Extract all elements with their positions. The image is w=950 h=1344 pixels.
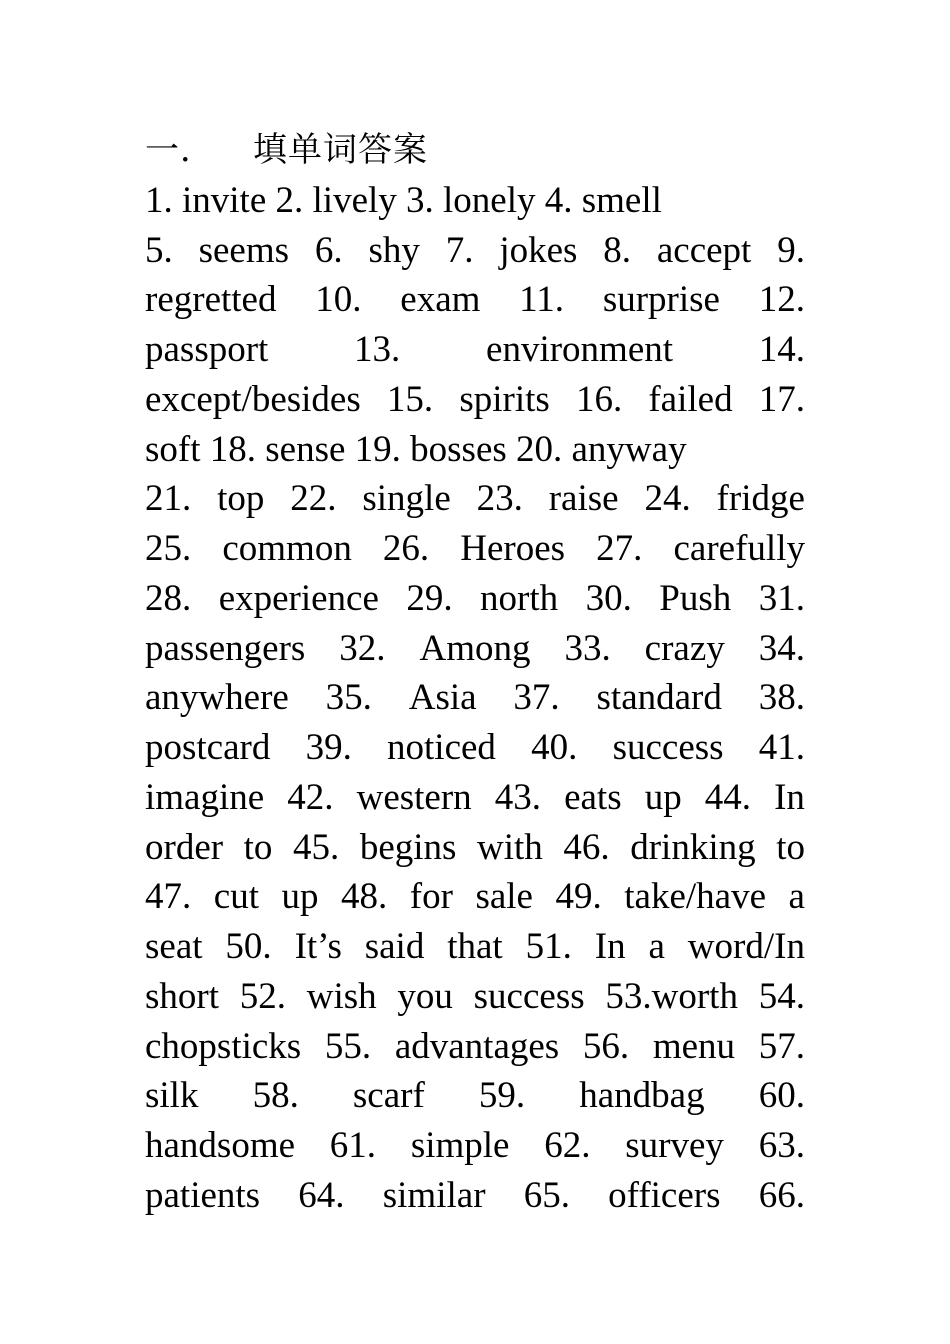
answer-word: 24. — [644, 478, 691, 520]
answer-word: 35. — [325, 677, 372, 719]
answer-word: 44. — [704, 776, 752, 818]
answer-word: Asia — [408, 677, 477, 719]
answer-line — [145, 1071, 805, 1121]
answer-line — [145, 922, 805, 972]
answer-word: similar — [382, 1174, 486, 1216]
answer-word: 29. — [406, 577, 453, 619]
answer-word: a — [788, 876, 805, 918]
answer-word: 28. — [145, 577, 192, 619]
answer-word: 40. — [531, 727, 578, 768]
answer-line — [145, 972, 805, 1022]
answer-line — [145, 275, 805, 325]
answer-word: 38. — [758, 677, 805, 719]
answer-word: fridge — [716, 478, 805, 520]
answer-word: 26. — [382, 528, 430, 569]
answer-line — [145, 673, 805, 723]
answer-word: north — [480, 577, 559, 619]
answer-word: 8. — [603, 229, 632, 271]
answer-word: raise — [548, 478, 619, 520]
answer-word: exam — [400, 279, 481, 321]
answer-word: scarf — [352, 1075, 425, 1117]
answer-word: 16. — [575, 378, 623, 420]
answer-word: noticed — [387, 727, 496, 768]
answer-word: 30. — [585, 577, 632, 619]
answer-word: 31. — [758, 577, 805, 619]
answer-word: 17. — [758, 378, 805, 420]
answer-line — [145, 823, 805, 873]
answer-word: 39. — [305, 727, 352, 768]
answer-word: 10. — [315, 279, 362, 321]
answer-word: order — [145, 826, 224, 868]
answer-word: In — [774, 776, 805, 818]
answer-word: 5. — [145, 229, 173, 271]
answer-word: anywhere — [145, 677, 289, 719]
answer-line — [145, 375, 805, 425]
answer-line — [145, 524, 805, 574]
answer-line — [145, 723, 805, 773]
answer-word: up — [644, 776, 682, 818]
answer-word: 21. — [145, 478, 192, 520]
answer-word: to — [243, 826, 273, 868]
answer-word: menu — [652, 1025, 736, 1067]
answer-word: take/have — [624, 876, 766, 918]
answer-word: experience — [218, 577, 379, 619]
answer-word: It’s — [294, 926, 342, 967]
answer-word: for — [409, 876, 453, 918]
answer-word: handsome — [145, 1125, 296, 1166]
answer-word: 7. — [445, 229, 474, 271]
answer-word: short — [145, 975, 219, 1017]
answer-word: officers — [608, 1174, 721, 1216]
answer-word: up — [281, 876, 319, 918]
answer-word: failed — [648, 378, 733, 420]
answer-word: to — [776, 826, 805, 868]
answer-word: 65. — [523, 1174, 570, 1216]
answer-word: eats — [564, 776, 622, 818]
answer-word: 53.worth — [605, 975, 738, 1017]
answer-word: western — [356, 776, 472, 818]
answer-word: simple — [410, 1125, 510, 1166]
answer-lines — [145, 176, 805, 1221]
answer-word: chopsticks — [145, 1025, 302, 1067]
answer-word: success — [612, 727, 724, 768]
answer-word: Heroes — [460, 528, 566, 569]
answer-word: 47. — [145, 876, 192, 918]
answer-line — [145, 176, 805, 226]
answer-word: 49. — [555, 876, 602, 918]
section-number: 一． — [145, 130, 215, 170]
answer-word: handbag — [579, 1075, 705, 1117]
answer-word: 22. — [290, 478, 337, 520]
answer-line — [145, 574, 805, 624]
answer-word: passengers — [145, 627, 306, 669]
answer-word: jokes — [499, 229, 578, 271]
answer-line — [145, 325, 805, 375]
answer-word: 60. — [758, 1075, 805, 1117]
answer-word: soft 18. sense 19. bosses 20. anyway — [145, 428, 687, 470]
answer-line — [145, 226, 805, 276]
answer-line — [145, 474, 805, 524]
answer-word: drinking — [630, 826, 756, 868]
answer-word: In — [594, 926, 626, 967]
answer-word: cut — [213, 876, 259, 918]
answer-word: 25. — [145, 528, 192, 569]
answer-word: shy — [368, 229, 420, 271]
answer-word: 11. — [519, 279, 565, 321]
answer-word: postcard — [145, 727, 271, 768]
answer-word: 6. — [314, 229, 343, 271]
answer-word: 56. — [582, 1025, 630, 1067]
answer-word: 45. — [293, 826, 340, 868]
answer-word: 63. — [758, 1125, 805, 1166]
section-heading — [145, 126, 805, 176]
answer-word: Among — [419, 627, 531, 669]
answer-word: sale — [475, 876, 533, 918]
answer-line — [145, 773, 805, 823]
answer-word: accept — [656, 229, 752, 271]
answer-word: advantages — [394, 1025, 560, 1067]
answer-word: 33. — [564, 627, 611, 669]
answer-word: 54. — [758, 975, 805, 1017]
answer-word: 37. — [513, 677, 560, 719]
answer-word: 61. — [329, 1125, 377, 1166]
answer-word: 57. — [758, 1025, 805, 1067]
answer-word: spirits — [459, 378, 550, 420]
answer-word: 13. — [354, 329, 401, 370]
answer-word: environment — [486, 329, 674, 370]
answer-word: 41. — [758, 727, 805, 768]
answer-word: 15. — [386, 378, 434, 420]
answer-word: that — [447, 926, 503, 967]
answer-word: imagine — [145, 776, 265, 818]
answer-word: Push — [659, 577, 732, 619]
answer-line — [145, 624, 805, 674]
answer-line — [145, 1121, 805, 1171]
section-title: 填单词答案 — [253, 130, 428, 170]
answer-word: wish — [306, 975, 377, 1017]
answer-word: seems — [198, 229, 290, 271]
answer-line — [145, 872, 805, 922]
answer-word: 51. — [525, 926, 572, 967]
answer-word: crazy — [644, 627, 725, 669]
answer-word: 50. — [225, 926, 272, 967]
answer-word: silk — [145, 1075, 199, 1117]
answer-word: patients — [145, 1174, 261, 1216]
answer-word: 58. — [252, 1075, 299, 1117]
answer-line — [145, 1022, 805, 1072]
answer-word: carefully — [673, 528, 805, 569]
answer-word: 55. — [324, 1025, 372, 1067]
answer-word: surprise — [602, 279, 720, 321]
answer-word: 59. — [478, 1075, 526, 1117]
answer-line — [145, 425, 805, 475]
answer-word: except/besides — [145, 378, 361, 420]
answer-word: survey — [625, 1125, 724, 1166]
answer-word: 12. — [758, 279, 805, 321]
answer-word: standard — [596, 677, 722, 719]
answer-word: 64. — [298, 1174, 345, 1216]
answer-word: 14. — [758, 329, 805, 370]
answer-word: 27. — [596, 528, 643, 569]
answer-word: 9. — [777, 229, 805, 271]
answer-word: passport — [145, 329, 269, 370]
answer-word: single — [362, 478, 451, 520]
answer-word: said — [364, 926, 425, 967]
answer-word: common — [222, 528, 352, 569]
answer-word: 34. — [758, 627, 805, 669]
answer-word: top — [217, 478, 265, 520]
answer-line — [145, 1171, 805, 1221]
answer-word: you — [397, 975, 453, 1017]
answer-word: with — [477, 826, 543, 868]
answer-word: 23. — [476, 478, 523, 520]
answer-word: a — [648, 926, 665, 967]
answer-word: 1. invite 2. lively 3. lonely 4. smell — [145, 179, 662, 221]
answer-word: word/In — [687, 926, 805, 967]
answer-key-body — [145, 126, 805, 1221]
answer-word: 52. — [239, 975, 286, 1017]
answer-word: 66. — [758, 1174, 805, 1216]
answer-word: 62. — [544, 1125, 591, 1166]
answer-word: 32. — [339, 627, 386, 669]
answer-word: 42. — [287, 776, 334, 818]
answer-word: seat — [145, 926, 203, 967]
answer-word: 43. — [494, 776, 541, 818]
answer-word: 48. — [341, 876, 388, 918]
answer-word: 46. — [563, 826, 610, 868]
answer-word: regretted — [145, 279, 277, 321]
answer-word: success — [473, 975, 585, 1017]
answer-word: begins — [359, 826, 457, 868]
